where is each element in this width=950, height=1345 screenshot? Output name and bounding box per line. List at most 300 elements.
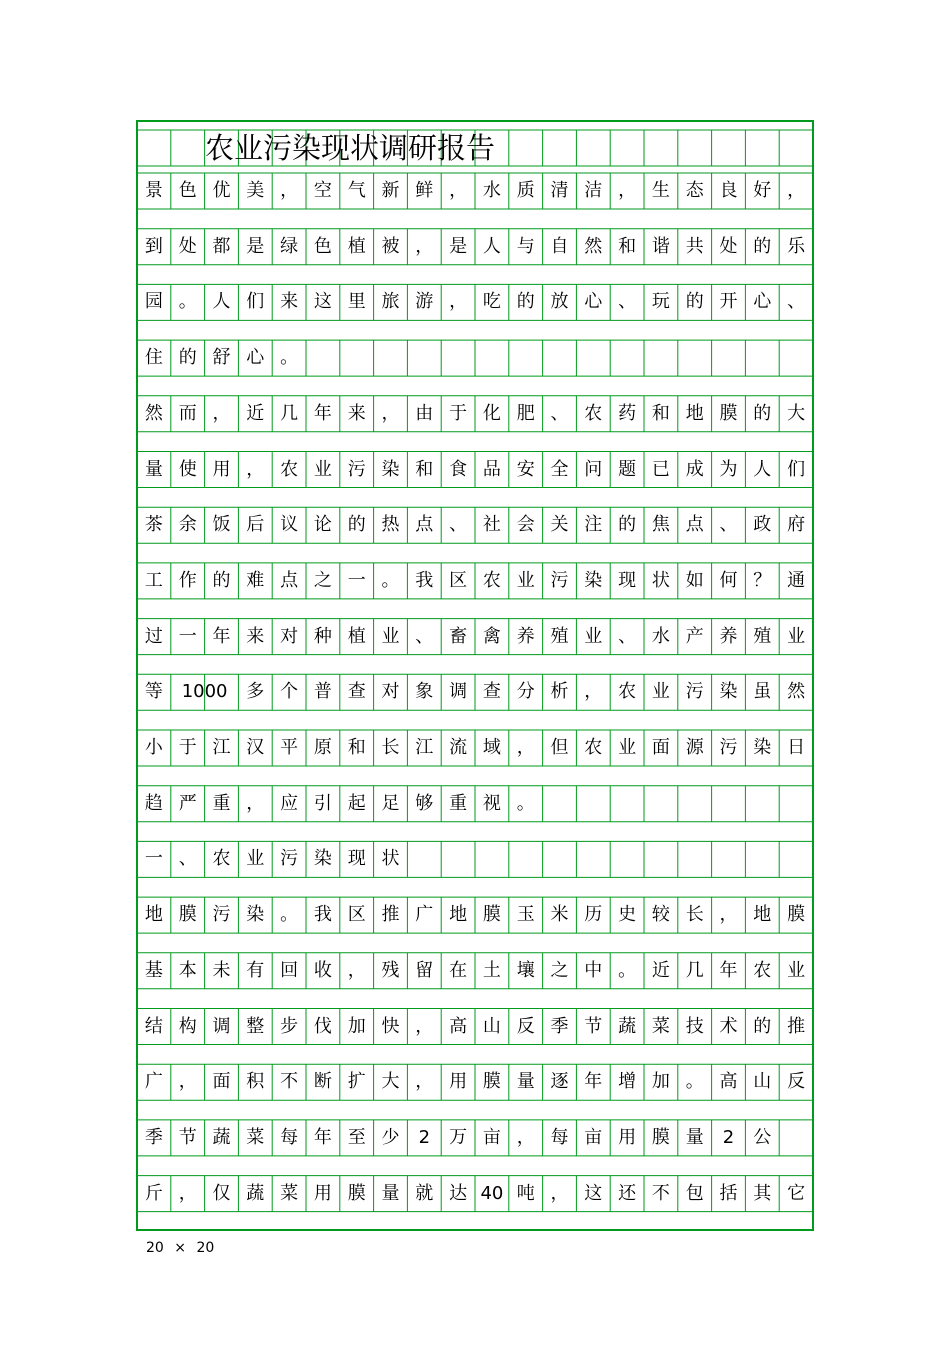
grid-char: 收 [313, 959, 332, 981]
grid-char: 中 [584, 959, 603, 981]
grid-char: 足 [381, 792, 400, 814]
grid-char: 近 [246, 402, 265, 424]
grid-char: 区 [347, 904, 366, 926]
grid-char: 染 [719, 681, 738, 703]
grid-char: 业 [584, 625, 603, 647]
grid-char: 状 [381, 848, 400, 870]
grid-char: 技 [685, 1015, 704, 1037]
grid-char: 但 [550, 737, 569, 758]
grid-char: 空 [313, 180, 332, 201]
grid-char: 禽 [482, 625, 501, 647]
grid-char: 一 [347, 569, 366, 591]
grid-char: 结 [144, 1015, 163, 1037]
grid-char: 心 [584, 291, 603, 313]
grid-char: ， [449, 180, 468, 201]
grid-char: 而 [178, 402, 197, 424]
grid-char: 污 [212, 904, 231, 926]
grid-char: 饭 [212, 514, 231, 536]
grid-char: 万 [449, 1126, 468, 1148]
grid-char: 查 [482, 681, 501, 703]
grid-char: 膜 [482, 904, 501, 926]
grid-char: 伐 [313, 1015, 332, 1037]
grid-char: 这 [584, 1182, 603, 1204]
grid-char: 域 [482, 737, 501, 758]
grid-char: 不 [280, 1071, 299, 1093]
grid-char: 通 [787, 569, 806, 591]
grid-char: 重 [212, 792, 231, 814]
grid-char: 之 [550, 959, 569, 981]
grid-char: 好 [753, 180, 772, 201]
grid-char: 然 [584, 235, 603, 257]
grid-char: 使 [178, 458, 197, 480]
grid-char: 种 [313, 625, 332, 647]
grid-char: 品 [482, 458, 501, 480]
grid-char: ， [246, 458, 265, 480]
grid-char: 农 [584, 402, 603, 424]
grid-char: 人 [753, 458, 772, 480]
grid-char: 良 [719, 180, 738, 201]
grid-char: 的 [618, 514, 637, 536]
grid-char: 构 [178, 1015, 197, 1037]
grid-char: 是 [449, 235, 468, 257]
grid-char: ， [280, 180, 299, 201]
grid-char: 、 [550, 402, 569, 424]
grid-char: 的 [516, 291, 535, 313]
grid-char: 共 [685, 235, 704, 257]
grid-char: 业 [246, 848, 265, 870]
grid-char: 污 [280, 848, 299, 870]
grid-char: 的 [347, 514, 366, 536]
grid-char: 全 [550, 458, 569, 480]
grid-char: 史 [618, 904, 637, 926]
grid-char: 长 [685, 904, 704, 926]
grid-char: 反 [516, 1015, 535, 1037]
grid-char: 于 [178, 737, 197, 758]
grid-char: 热 [381, 514, 400, 536]
grid-char: 够 [415, 792, 434, 814]
grid-char: 然 [787, 681, 806, 703]
grid-char: 被 [381, 235, 400, 257]
grid-char: 自 [550, 235, 569, 257]
grid-char: 植 [347, 625, 366, 647]
grid-char: 节 [584, 1015, 603, 1037]
grid-char: 优 [212, 180, 231, 201]
grid-char: 用 [313, 1182, 332, 1204]
grid-char: 业 [516, 569, 535, 591]
grid-char: 都 [212, 235, 231, 257]
grid-char: 用 [212, 458, 231, 480]
grid-char: 年 [313, 1126, 332, 1148]
grid-char: 括 [719, 1182, 738, 1204]
grid-char: 清 [550, 180, 569, 201]
grid-char: 推 [787, 1015, 806, 1037]
grid-char: 广 [144, 1071, 163, 1093]
grid-char: 问 [584, 458, 603, 480]
grid-char: 作 [178, 569, 197, 591]
grid-char: 难 [246, 569, 265, 591]
grid-char: 有 [246, 959, 265, 981]
grid-char: 污 [719, 737, 738, 758]
grid-char: 分 [516, 681, 535, 703]
grid-char: 蔬 [618, 1015, 637, 1037]
grid-char: 多 [246, 681, 265, 703]
grid-char: 断 [313, 1071, 332, 1093]
grid-char: 养 [719, 625, 738, 647]
grid-char: 染 [381, 458, 400, 480]
grid-char: 历 [584, 904, 603, 926]
grid-char: 原 [313, 737, 332, 758]
grid-char: ， [178, 1182, 197, 1204]
grid-char: 的 [753, 402, 772, 424]
grid-char: 住 [144, 347, 163, 369]
grid-char: 来 [347, 402, 366, 424]
grid-char: 未 [212, 959, 231, 981]
grid-char: 玉 [516, 904, 535, 926]
grid-char: 一 [144, 848, 163, 870]
grid-char: 对 [280, 625, 299, 647]
grid-char: 斤 [144, 1182, 163, 1204]
grid-char: 题 [618, 458, 637, 480]
grid-char: 业 [381, 625, 400, 647]
grid-char: 。 [178, 291, 197, 313]
grid-char: 、 [415, 625, 434, 647]
grid-char: 色 [313, 235, 332, 257]
grid-char: ？ [753, 569, 772, 591]
grid-char: 地 [685, 402, 704, 424]
grid-char: 点 [280, 569, 299, 591]
grid-char: 染 [753, 737, 772, 758]
grid-char: ， [347, 959, 366, 981]
grid-char: 就 [415, 1182, 434, 1204]
grid-char: 成 [685, 458, 704, 480]
grid-char: 膜 [787, 904, 806, 926]
grid-char: ， [449, 291, 468, 313]
grid-char: 于 [449, 402, 468, 424]
grid-char: 。 [280, 347, 299, 369]
grid-char: 、 [449, 514, 468, 536]
grid-char: 养 [516, 625, 535, 647]
grid-char: 之 [313, 569, 332, 591]
grid-char: 洁 [584, 180, 603, 201]
grid-char: 态 [685, 180, 704, 201]
grid-char: 小 [144, 737, 163, 758]
grid-char: 人 [212, 291, 231, 313]
grid-char: 析 [550, 681, 569, 703]
grid-char: 新 [381, 180, 400, 201]
grid-char: 农 [618, 681, 637, 703]
grid-char: 达 [449, 1182, 468, 1204]
grid-char: 和 [618, 235, 637, 257]
grid-char: 米 [550, 904, 569, 926]
grid-char: 调 [449, 681, 468, 703]
grid-char: 水 [651, 625, 670, 647]
grid-char: 节 [178, 1126, 197, 1148]
grid-char: 逐 [550, 1071, 569, 1093]
grid-char: ， [584, 681, 603, 703]
grid-char: 广 [415, 904, 434, 926]
grid-char: 点 [685, 514, 704, 536]
grid-char: 鲜 [415, 180, 434, 201]
grid-char: 对 [381, 681, 400, 703]
grid-char: 流 [449, 737, 468, 758]
grid-char: 大 [381, 1071, 400, 1093]
grid-char: 面 [651, 737, 670, 758]
grid-char: 应 [280, 792, 299, 814]
grid-char: 还 [618, 1182, 637, 1204]
grid-char: 、 [618, 291, 637, 313]
grid-char: 亩 [482, 1126, 501, 1148]
grid-char: 生 [651, 180, 670, 201]
grid-char: ， [516, 737, 535, 758]
grid-char: 个 [280, 681, 299, 703]
grid-char: 何 [719, 569, 738, 591]
grid-char: 殖 [550, 625, 569, 647]
grid-char: 汉 [246, 737, 265, 758]
grid-char: 社 [482, 514, 501, 536]
grid-char: 。 [685, 1071, 704, 1093]
grid-char: 量 [144, 458, 163, 480]
grid-char: 2 [418, 1126, 431, 1148]
grid-char: 舒 [212, 347, 231, 369]
grid-char: 40 [480, 1182, 504, 1204]
grid-char: 加 [347, 1015, 366, 1037]
grid-char: 植 [347, 235, 366, 257]
grid-char: 严 [178, 792, 197, 814]
grid-char: 处 [178, 235, 197, 257]
grid-char: 的 [685, 291, 704, 313]
grid-char: 与 [516, 235, 535, 257]
grid-char: 不 [651, 1182, 670, 1204]
grid-char: 点 [415, 514, 434, 536]
grid-char: 一 [178, 625, 197, 647]
grid-char: 和 [415, 458, 434, 480]
grid-char: 污 [685, 681, 704, 703]
grid-char: 食 [449, 458, 468, 480]
grid-char: 这 [313, 291, 332, 313]
grid-char: 江 [415, 737, 434, 758]
grid-char: 心 [246, 347, 265, 369]
grid-char: 它 [787, 1182, 806, 1204]
grid-char: 年 [212, 625, 231, 647]
grid-char: 们 [787, 458, 806, 480]
grid-char: 玩 [651, 291, 670, 313]
grid-char: 起 [347, 792, 366, 814]
grid-char: 加 [651, 1071, 670, 1093]
grid-char: 人 [482, 235, 501, 257]
grid-char: 推 [381, 904, 400, 926]
grid-char: ， [550, 1182, 569, 1204]
grid-char: 蔬 [212, 1126, 231, 1148]
grid-char: 论 [313, 514, 332, 536]
grid-char: 们 [246, 291, 265, 313]
grid-char: 至 [347, 1126, 366, 1148]
grid-char: 亩 [584, 1126, 603, 1148]
grid-char: 的 [753, 235, 772, 257]
grid-char: 现 [618, 569, 637, 591]
grid-char: 膜 [719, 402, 738, 424]
grid-char: 近 [651, 959, 670, 981]
grid-char: 心 [753, 291, 772, 313]
grid-char: 工 [144, 569, 163, 591]
grid-char: 用 [449, 1071, 468, 1093]
grid-char: 业 [618, 737, 637, 758]
grid-char: 来 [246, 625, 265, 647]
grid-char: 业 [313, 458, 332, 480]
grid-char: 到 [144, 235, 163, 257]
grid-char: 步 [280, 1015, 299, 1037]
grid-char: 普 [313, 681, 332, 703]
grid-char: 术 [719, 1015, 738, 1037]
grid-char: 调 [212, 1015, 231, 1037]
grid-char: ， [381, 402, 400, 424]
grid-char: 的 [753, 1015, 772, 1037]
grid-char: 安 [516, 458, 535, 480]
grid-char: 、 [787, 291, 806, 313]
grid-char: 快 [381, 1015, 400, 1037]
grid-char: 蔬 [246, 1182, 265, 1204]
grid-char: ， [246, 792, 265, 814]
grid-char: 大 [787, 402, 806, 424]
grid-char: 仅 [212, 1182, 231, 1204]
grid-char: 后 [246, 514, 265, 536]
grid-char: ， [415, 1071, 434, 1093]
grid-char: 包 [685, 1182, 704, 1204]
grid-char: 。 [381, 569, 400, 591]
grid-char: 染 [313, 848, 332, 870]
grid-char: 每 [280, 1126, 299, 1148]
page-title: 农业污染现状调研报告 [205, 131, 496, 165]
grid-char: 化 [482, 402, 501, 424]
grid-char: 为 [719, 458, 738, 480]
grid-char: 关 [550, 514, 569, 536]
grid-char: 污 [550, 569, 569, 591]
grid-char: 议 [280, 514, 299, 536]
grid-times: × [174, 1240, 187, 1256]
grid-char: 谐 [651, 235, 670, 257]
grid-char: 等 [144, 681, 163, 703]
grid-char: 我 [415, 569, 434, 591]
grid-char: 平 [280, 737, 299, 758]
grid-char: 来 [280, 291, 299, 313]
grid-char: 然 [144, 402, 163, 424]
grid-char: 膜 [347, 1182, 366, 1204]
grid-char: 量 [516, 1071, 535, 1093]
grid-rows: 20 [146, 1240, 164, 1256]
grid-char: 引 [313, 792, 332, 814]
grid-char: 吨 [516, 1182, 535, 1204]
grid-char: 染 [246, 904, 265, 926]
grid-char: 业 [787, 959, 806, 981]
grid-char: 山 [482, 1015, 501, 1037]
grid-char: 由 [415, 402, 434, 424]
grid-char: ， [618, 180, 637, 201]
grid-char: 重 [449, 792, 468, 814]
grid-char: 扩 [347, 1071, 366, 1093]
grid-char: 气 [347, 180, 366, 201]
grid-char: 高 [449, 1015, 468, 1037]
grid-char: 其 [753, 1182, 772, 1204]
grid-char: 农 [584, 737, 603, 758]
grid-char: 本 [178, 959, 197, 981]
grid-char: 、 [618, 625, 637, 647]
grid-char: 已 [651, 458, 670, 480]
grid-char: 山 [753, 1071, 772, 1093]
grid-char: 园 [144, 291, 163, 313]
grid-char: 放 [550, 291, 569, 313]
grid-char: 处 [719, 235, 738, 257]
grid-char: 增 [618, 1071, 637, 1093]
grid-char: 农 [280, 458, 299, 480]
grid-char: 。 [516, 792, 535, 814]
grid-char: 污 [347, 458, 366, 480]
grid-size-label [146, 1240, 214, 1256]
grid-char: 积 [246, 1071, 265, 1093]
grid-char: 用 [618, 1126, 637, 1148]
grid-char: 膜 [178, 904, 197, 926]
grid-char: 焦 [651, 514, 670, 536]
grid-char: 公 [753, 1126, 772, 1148]
grid-char: 状 [651, 569, 670, 591]
grid-char: 地 [753, 904, 772, 926]
grid-char: 源 [685, 737, 704, 758]
grid-char: 。 [618, 959, 637, 981]
grid-char: 绿 [280, 235, 299, 257]
grid-char: 长 [381, 737, 400, 758]
grid-char: 象 [415, 681, 434, 703]
grid-char: 色 [178, 180, 197, 201]
grid-char: 现 [347, 848, 366, 870]
grid-char: 质 [516, 180, 535, 201]
grid-char: ， [178, 1071, 197, 1093]
grid-char: 产 [685, 625, 704, 647]
grid-char: 过 [144, 625, 163, 647]
grid-char: 日 [787, 737, 806, 758]
grid-char: 整 [246, 1015, 265, 1037]
grid-char: 的 [178, 347, 197, 369]
grid-char: 菜 [246, 1126, 265, 1148]
grid-char: 江 [212, 737, 231, 758]
grid-char: 1000 [181, 681, 228, 703]
grid-char: 菜 [280, 1182, 299, 1204]
grid-char: 茶 [144, 514, 163, 536]
grid-char: 在 [449, 959, 468, 981]
grid-char: 高 [719, 1071, 738, 1093]
grid-char: 面 [212, 1071, 231, 1093]
grid-char: 少 [381, 1126, 400, 1148]
grid-char: 膜 [651, 1126, 670, 1148]
grid-char: 土 [482, 959, 501, 981]
grid-char: 反 [787, 1071, 806, 1093]
grid-char: 视 [482, 792, 501, 814]
grid-char: 量 [685, 1126, 704, 1148]
grid-char: 殖 [753, 625, 772, 647]
grid-char: 是 [246, 235, 265, 257]
grid-char: 、 [719, 514, 738, 536]
grid-char: 趋 [144, 792, 163, 814]
grid-char: 。 [280, 904, 299, 926]
grid-char: ， [415, 1015, 434, 1037]
grid-char: 和 [347, 737, 366, 758]
grid-char: 注 [584, 514, 603, 536]
grid-char: 回 [280, 959, 299, 981]
grid-char: 会 [516, 514, 535, 536]
grid-char: 美 [246, 180, 265, 201]
grid-char: 季 [144, 1126, 163, 1148]
grid-char: 游 [415, 291, 434, 313]
grid-char: 业 [651, 681, 670, 703]
grid-char: 基 [144, 959, 163, 981]
grid-char: 季 [550, 1015, 569, 1037]
